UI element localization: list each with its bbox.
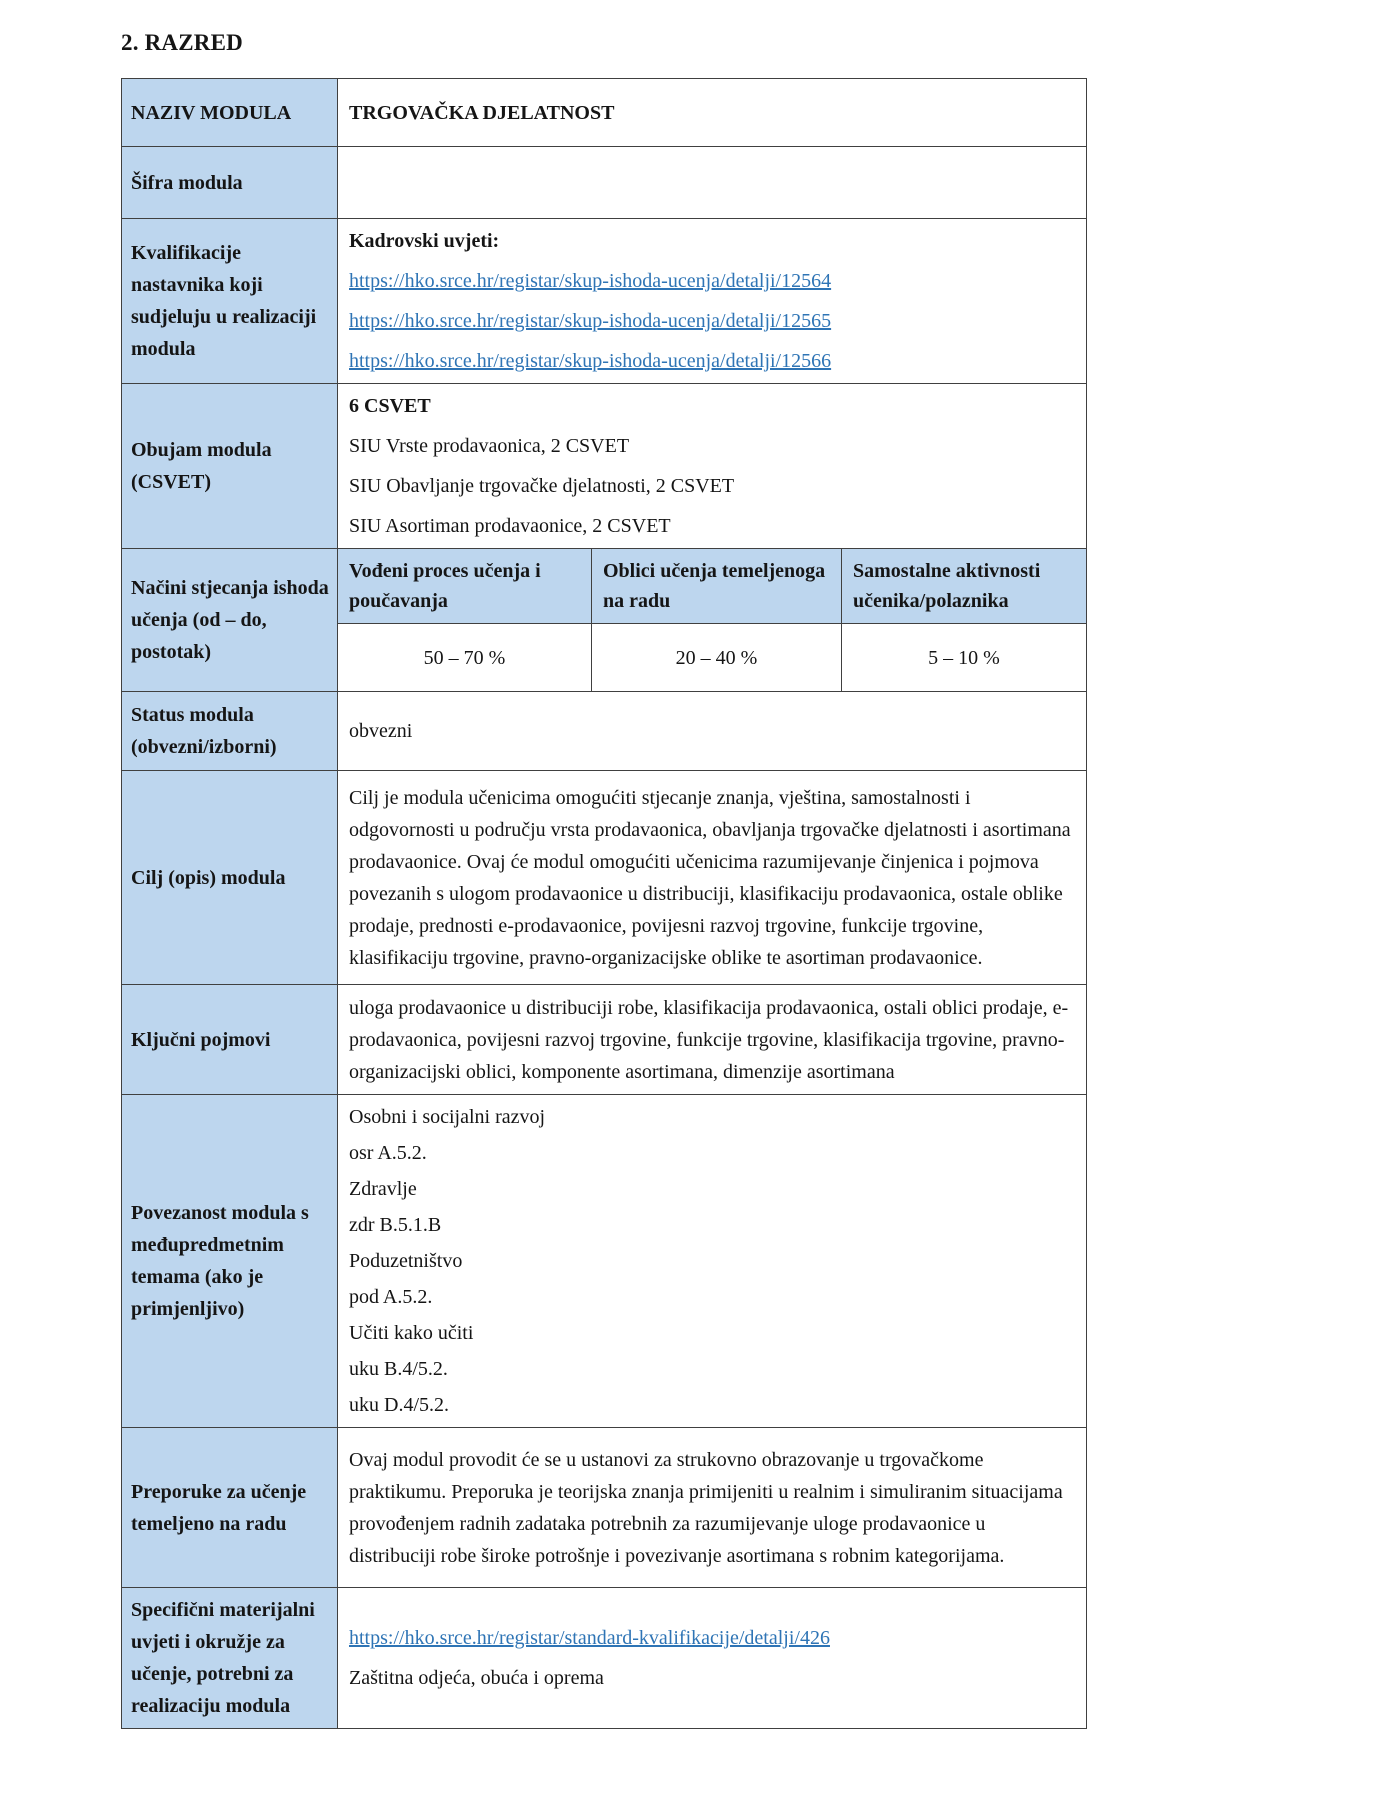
tema-line: osr A.5.2.: [349, 1142, 427, 1164]
table-row: [122, 147, 1087, 219]
hko-link-426[interactable]: https://hko.srce.hr/registar/standard-kvalifikacije/detalji/426: [349, 1627, 830, 1649]
row-value-status-modula: obvezni: [338, 692, 1087, 771]
row-label-kljucni-pojmovi: Ključni pojmovi: [122, 985, 338, 1095]
row-value-povezanost-modula: [338, 1095, 1087, 1428]
kadrovski-uvjeti-heading: Kadrovski uvjeti:: [349, 230, 500, 252]
table-row: [122, 985, 1087, 1095]
table-row: [122, 219, 1087, 384]
row-label-sifra-modula: Šifra modula: [122, 147, 338, 219]
row-value-kljucni-pojmovi: uloga prodavaonice u distribuciji robe, klasifikacija prodavaonica, ostali oblici prodaje, e-prodavaonica, povijesni razvoj trgovine, funkcije trgovine, klasifikacija trgovine, pravno-organizacijski oblici, komponente asortimana, dimenzije asortimana: [338, 985, 1087, 1095]
tema-line: Poduzetništvo: [349, 1250, 463, 1272]
hko-link-12566[interactable]: https://hko.srce.hr/registar/skup-ishoda-ucenja/detalji/12566: [349, 350, 832, 372]
row-label-nacini-stjecanja: Načini stjecanja ishoda učenja (od – do, postotak): [122, 549, 338, 692]
tema-line: Učiti kako učiti: [349, 1322, 474, 1344]
row-label-preporuke: Preporuke za učenje temeljeno na radu: [122, 1428, 338, 1588]
table-row: [122, 79, 1087, 147]
row-value-sifra-modula: [338, 147, 1087, 219]
table-row: [122, 1428, 1087, 1588]
tema-line: Osobni i socijalni razvoj: [349, 1106, 546, 1128]
tema-line: uku B.4/5.2.: [349, 1358, 448, 1380]
table-row: [122, 692, 1087, 771]
row-label-naziv-modula: NAZIV MODULA: [122, 79, 338, 147]
tema-line: Zdravlje: [349, 1178, 417, 1200]
row-label-specificni-uvjeti: Specifični materijalni uvjeti i okružje za učenje, potrebni za realizaciju modula: [122, 1588, 338, 1729]
csvet-total: 6 CSVET: [349, 395, 431, 417]
row-value-specificni-uvjeti: [338, 1588, 1087, 1729]
tema-line: uku D.4/5.2.: [349, 1394, 449, 1416]
tema-line: zdr B.5.1.B: [349, 1214, 442, 1236]
hko-link-12565[interactable]: https://hko.srce.hr/registar/skup-ishoda-ucenja/detalji/12565: [349, 310, 832, 332]
hko-link-12564[interactable]: https://hko.srce.hr/registar/skup-ishoda-ucenja/detalji/12564: [349, 270, 832, 292]
row-label-obujam-modula: Obujam modula (CSVET): [122, 384, 338, 549]
table-row: [122, 771, 1087, 985]
percent-oblici-ucenja: 20 – 40 %: [592, 624, 842, 692]
page-title: 2. RAZRED: [121, 30, 243, 55]
subcol-header-oblici-ucenja: Oblici učenja temeljenoga na radu: [592, 549, 842, 624]
subcol-header-vodeni-proces: Vođeni proces učenja i poučavanja: [338, 549, 592, 624]
siu-line: SIU Vrste prodavaonica, 2 CSVET: [349, 435, 630, 457]
row-value-naziv-modula: TRGOVAČKA DJELATNOST: [338, 79, 1087, 147]
tema-line: pod A.5.2.: [349, 1286, 433, 1308]
percent-samostalne-aktivnosti: 5 – 10 %: [842, 624, 1087, 692]
row-label-povezanost-modula: Povezanost modula s međupredmetnim temama (ako je primjenljivo): [122, 1095, 338, 1428]
table-row: [122, 549, 1087, 624]
row-label-status-modula: Status modula (obvezni/izborni): [122, 692, 338, 771]
specificni-uvjeti-text: Zaštitna odjeća, obuća i oprema: [349, 1667, 604, 1689]
siu-line: SIU Obavljanje trgovačke djelatnosti, 2 CSVET: [349, 475, 735, 497]
row-value-obujam-modula: [338, 384, 1087, 549]
row-value-preporuke: Ovaj modul provodit će se u ustanovi za strukovno obrazovanje u trgovačkome praktikumu. Preporuka je teorijska znanja primijeniti u realnim i simuliranim situacijama provođenjem radnih zadataka potrebnih za razumijevanje uloge prodavaonice u distribuciji robe široke potrošnje i povezivanje asortimana s robnim kategorijama.: [338, 1428, 1087, 1588]
row-label-kvalifikacije: Kvalifikacije nastavnika koji sudjeluju u realizaciji modula: [122, 219, 338, 384]
table-row: [122, 384, 1087, 549]
module-table: [121, 78, 1087, 1729]
row-value-cilj-modula: Cilj je modula učenicima omogućiti stjecanje znanja, vještina, samostalnosti i odgovornosti u području vrsta prodavaonica, obavljanja trgovačke djelatnosti i asortimana prodavaonice. Ovaj će modul omogućiti učenicima razumijevanje činjenica i pojmova povezanih s ulogom prodavaonice u distribuciji, klasifikaciju prodavaonica, ostale oblike prodaje, prednosti e-prodavaonice, povijesni razvoj trgovine, funkcije trgovine, klasifikaciju trgovine, pravno-organizacijske oblike te asortiman prodavaonice.: [338, 771, 1087, 985]
percent-vodeni-proces: 50 – 70 %: [338, 624, 592, 692]
table-row: [122, 1095, 1087, 1428]
row-label-cilj-modula: Cilj (opis) modula: [122, 771, 338, 985]
siu-line: SIU Asortiman prodavaonice, 2 CSVET: [349, 515, 671, 537]
row-value-kvalifikacije: [338, 219, 1087, 384]
table-row: [122, 1588, 1087, 1729]
subcol-header-samostalne-aktivnosti: Samostalne aktivnosti učenika/polaznika: [842, 549, 1087, 624]
